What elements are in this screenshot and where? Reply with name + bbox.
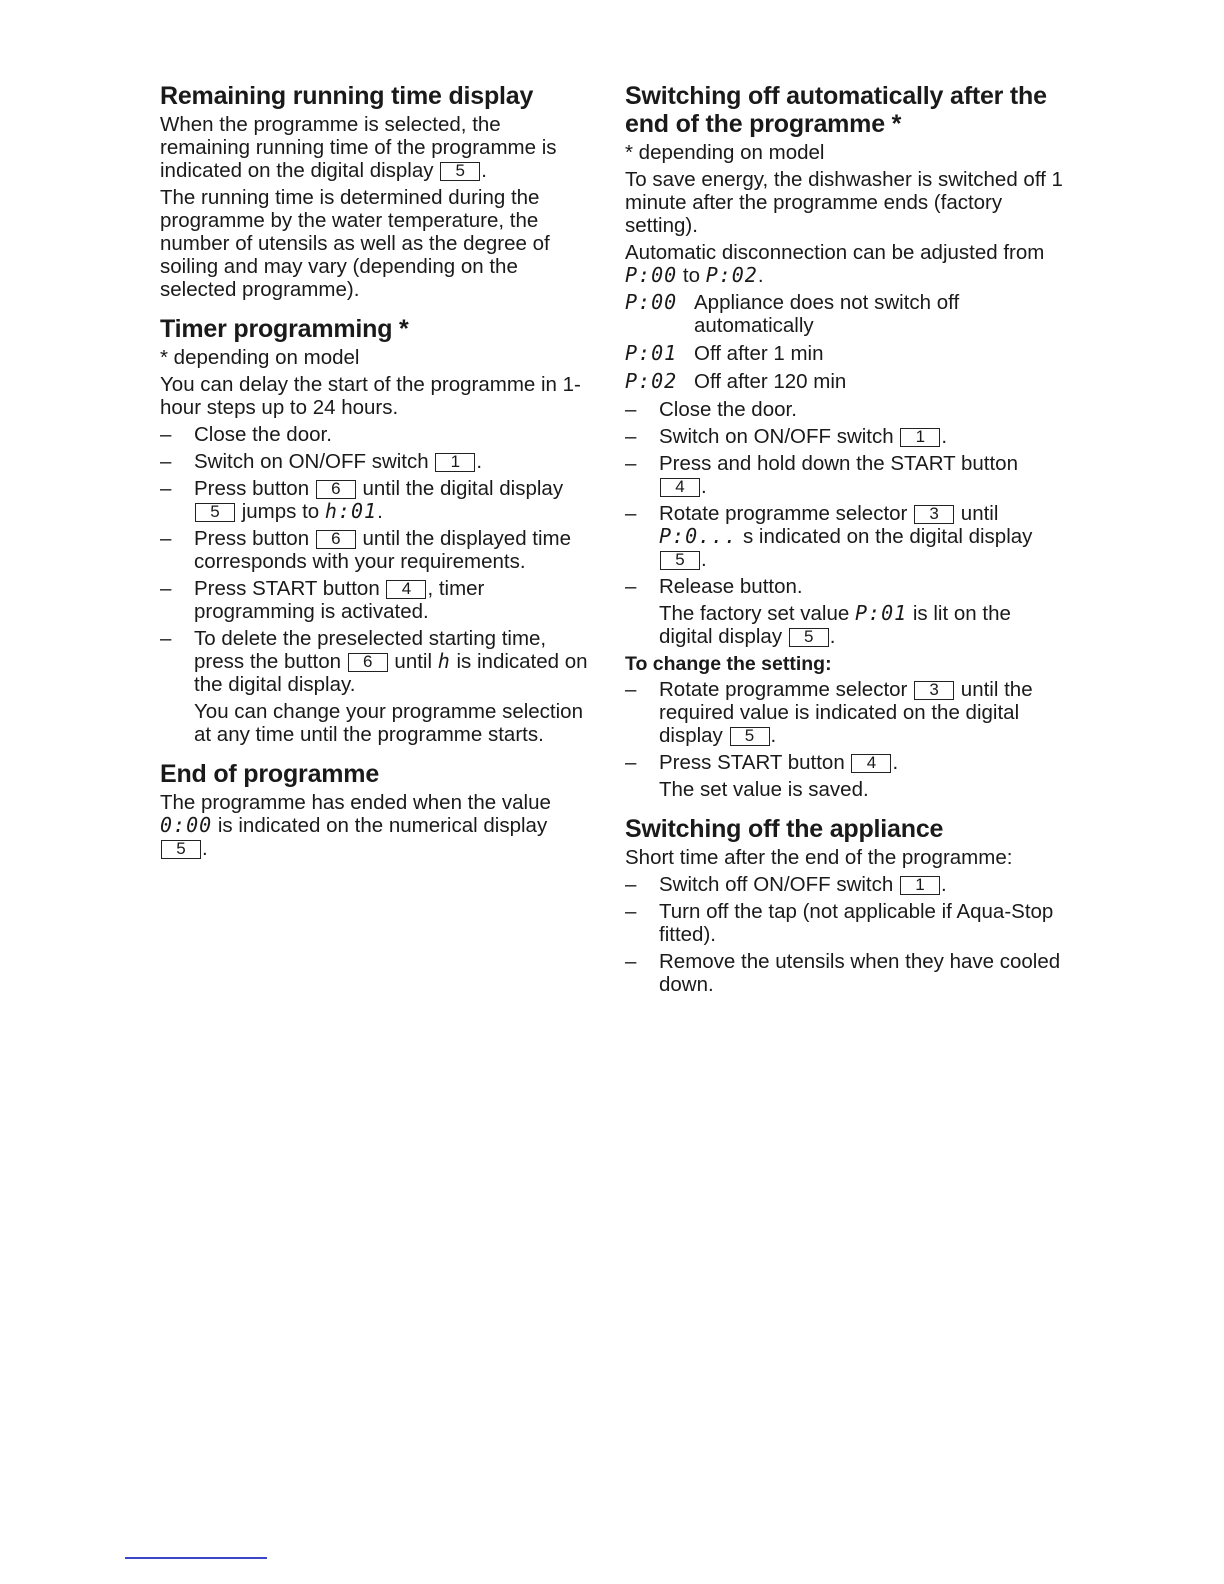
text: Press START button — [194, 577, 380, 600]
text: is indicated on the numerical display — [217, 814, 548, 837]
text: s indicated on the digital display — [742, 525, 1033, 548]
option-text: Appliance does not switch off automatically — [694, 291, 960, 337]
paragraph: You can delay the start of the programme in 1-hour steps up to 24 hours. — [160, 373, 581, 419]
text: Press button — [194, 477, 310, 500]
text: Switch off ON/OFF switch — [659, 873, 894, 896]
heading-remaining-time: Remaining running time display — [160, 82, 534, 110]
list-item: – Press and hold down the START button 4 . — [625, 452, 1018, 498]
heading-end-of-programme: End of programme — [160, 760, 380, 788]
left-column — [160, 82, 590, 874]
key-label: 4 — [851, 754, 891, 773]
list-item — [160, 527, 590, 573]
key-label: 6 — [316, 530, 356, 549]
text: Rotate programme selector — [659, 678, 908, 701]
note: * depending on model — [625, 141, 825, 164]
list-item: – Rotate programme selector 3 until P:0... s indicated on the digital display 5 . — [625, 502, 1033, 571]
section-switching-off — [625, 815, 1065, 996]
text: Switch on ON/OFF switch — [659, 425, 894, 448]
option-row — [625, 291, 1065, 337]
text: Press and hold down the START button — [659, 452, 1018, 475]
dash: – — [625, 900, 637, 923]
key-label: 3 — [914, 505, 954, 524]
note: The factory set value P:01 is lit on the digital display 5 . — [659, 601, 1011, 648]
note: * depending on model — [160, 346, 360, 369]
option-code: P:02 — [625, 369, 678, 393]
text: is indicated on the digital display. — [194, 650, 588, 696]
text: , timer programming is activated. — [194, 577, 485, 623]
key-label: 6 — [348, 653, 388, 672]
text: is lit on the digital display — [659, 602, 1011, 648]
text: Switch on ON/OFF switch — [194, 450, 429, 473]
dash: – — [160, 450, 172, 473]
dash: – — [625, 950, 637, 973]
dash: – — [160, 627, 172, 650]
text: Close the door. — [659, 398, 797, 421]
dash: – — [160, 577, 172, 600]
list-item: – Switch on ON/OFF switch 1 . — [625, 425, 948, 448]
list-item: – Press START button 4 . — [625, 751, 899, 774]
key-label: 1 — [435, 453, 475, 472]
paragraph: The running time is determined during the programme by the water temperature, the number of utensils as well as the degree of soiling and may vary (depending on the selected programme). — [160, 186, 550, 301]
paragraph: Short time after the end of the programme: — [625, 846, 1013, 869]
paragraph: Automatic disconnection can be adjusted from P:00 to P:02. — [625, 241, 1045, 287]
key-label: 5 — [730, 727, 770, 746]
segment-display-value: 0:00 — [160, 813, 213, 837]
text: To delete the preselected starting time, press the button — [194, 627, 547, 673]
text: The programme has ended when the value — [160, 791, 551, 814]
dash: – — [625, 873, 637, 896]
text: Rotate programme selector — [659, 502, 908, 525]
list-item: – Switch off ON/OFF switch 1 . — [625, 873, 947, 896]
text: . — [481, 159, 487, 182]
text: jumps to — [241, 500, 320, 523]
list-item — [160, 627, 590, 696]
text: Turn off the tap (not applicable if Aqua-Stop fitted). — [659, 900, 1054, 946]
list-item — [625, 575, 1065, 598]
dash: – — [625, 678, 637, 701]
list-item: – Rotate programme selector 3 until the required value is indicated on the digital display 5 . — [625, 678, 1033, 747]
option-code: P:00 — [625, 290, 678, 314]
section-remaining-time — [160, 82, 590, 301]
key-label: 5 — [789, 628, 829, 647]
option-text: Off after 1 min — [694, 342, 824, 365]
text: to — [682, 264, 700, 287]
heading-switching-off: Switching off the appliance — [625, 815, 944, 843]
option-text: Off after 120 min — [694, 370, 847, 393]
key-label: 1 — [900, 428, 940, 447]
list-item — [625, 900, 1065, 946]
note: The set value is saved. — [659, 778, 869, 801]
text: until — [960, 502, 999, 525]
section-auto-switch-off — [625, 82, 1065, 801]
key-label: 5 — [440, 162, 480, 181]
paragraph: The programme has ended when the value 0:00 is indicated on the numerical display 5 . — [160, 791, 551, 860]
note: You can change your programme selection at any time until the programme starts. — [194, 700, 583, 746]
key-label: 1 — [900, 876, 940, 895]
text: When the programme is selected, the remaining running time of the programme is indicated on the digital display — [160, 113, 557, 182]
section-end-of-programme — [160, 760, 590, 860]
segment-display-value: h:01 — [324, 499, 378, 523]
dash: – — [160, 527, 172, 550]
list-item: – Switch on ON/OFF switch 1 . — [160, 450, 483, 473]
right-column — [625, 82, 1065, 1010]
key-label: 4 — [660, 478, 700, 497]
key-label: 4 — [386, 580, 426, 599]
subheading-change-setting: To change the setting: — [625, 653, 832, 675]
dash: – — [625, 452, 637, 475]
option-row — [625, 370, 1065, 393]
key-label: 3 — [914, 681, 954, 700]
text: Remove the utensils when they have cooled down. — [659, 950, 1061, 996]
text: Release button. — [659, 575, 803, 598]
paragraph — [160, 113, 590, 182]
key-label: 5 — [660, 551, 700, 570]
list-item — [160, 423, 590, 446]
segment-display-value: P:02 — [705, 263, 758, 287]
dash: – — [625, 751, 637, 774]
text: until the required value is indicated on the digital display — [659, 678, 1033, 747]
heading-timer: Timer programming * — [160, 315, 409, 343]
segment-display-value: P:0... — [659, 524, 738, 548]
key-label: 6 — [316, 480, 356, 499]
text: The factory set value — [659, 602, 850, 625]
option-row — [625, 342, 1065, 365]
dash: – — [160, 423, 172, 446]
segment-display-value: P:01 — [855, 601, 908, 625]
list-item: – Press button 6 until the digital display 5 jumps to h:01. — [160, 477, 564, 523]
list-item — [625, 950, 1065, 996]
dash: – — [160, 477, 172, 500]
option-code: P:01 — [625, 341, 678, 365]
key-label: 5 — [195, 503, 235, 522]
segment-display-value: P:00 — [625, 263, 678, 287]
dash: – — [625, 398, 637, 421]
text: Press button — [194, 527, 310, 550]
text: until — [394, 650, 433, 673]
list-item — [625, 398, 1065, 421]
dash: – — [625, 575, 637, 598]
dash: – — [625, 425, 637, 448]
section-timer — [160, 315, 590, 746]
heading-auto-switch-off: Switching off automatically after the end of the programme * — [625, 82, 1047, 138]
key-label: 5 — [161, 840, 201, 859]
dash: – — [625, 502, 637, 525]
segment-display-value: h — [437, 649, 451, 673]
footer-rule — [125, 1557, 267, 1559]
text: until the digital display — [362, 477, 564, 500]
paragraph: To save energy, the dishwasher is switched off 1 minute after the programme ends (factory setting). — [625, 168, 1063, 237]
text: until the displayed time corresponds with your requirements. — [194, 527, 572, 573]
list-item — [160, 577, 590, 623]
text: Close the door. — [194, 423, 332, 446]
text: Press START button — [659, 751, 845, 774]
text: Automatic disconnection can be adjusted from — [625, 241, 1045, 264]
